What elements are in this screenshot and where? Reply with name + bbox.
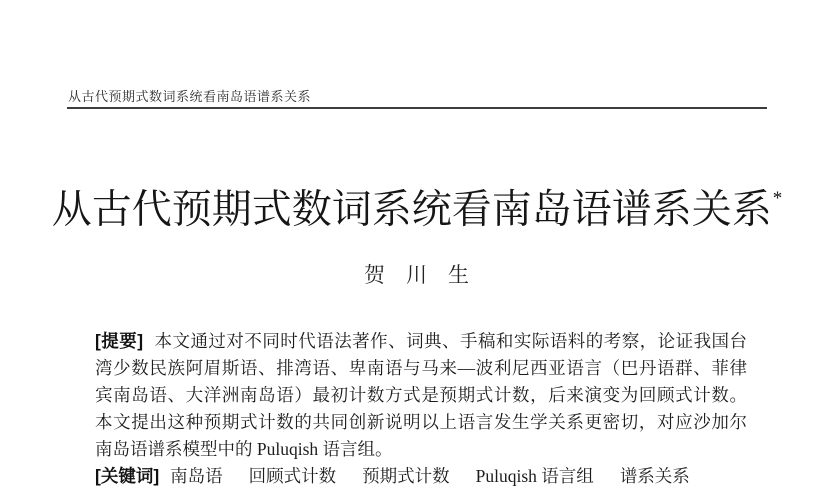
- article-title-text: 从古代预期式数词系统看南岛语谱系关系: [51, 186, 772, 232]
- abstract-line: 宾南岛语、大洋洲南岛语）最初计数方式是预期式计数，后来演变为回顾式计数。: [95, 385, 747, 405]
- abstract-line: 湾少数民族阿眉斯语、排湾语、卑南语与马来—波利尼西亚语言（巴丹语群、菲律: [95, 358, 747, 378]
- running-header: 从古代预期式数词系统看南岛语谱系关系: [68, 89, 312, 104]
- title-footnote-marker: *: [772, 188, 783, 209]
- abstract-label: [提要]: [95, 331, 144, 351]
- keyword-item: 预期式计数: [362, 466, 450, 486]
- author-name: 贺 川 生: [364, 263, 469, 287]
- keyword-item: Puluqish 语言组: [475, 466, 594, 486]
- article-title: [0, 179, 833, 233]
- abstract-line: 南岛语谱系模型中的 Puluqish 语言组。: [95, 439, 393, 459]
- keywords-line: [95, 463, 747, 490]
- abstract-line: 本文提出这种预期式计数的共同创新说明以上语言发生学关系更密切，对应沙加尔: [95, 412, 747, 432]
- abstract-block: [95, 328, 747, 490]
- keywords-label: [关键词]: [95, 466, 160, 486]
- header-rule: [67, 107, 767, 109]
- keyword-item: 谱系关系: [619, 466, 690, 486]
- keyword-item: 南岛语: [170, 466, 223, 486]
- abstract-line: [95, 328, 747, 355]
- abstract-line-text: 本文通过对不同时代语法著作、词典、手稿和实际语料的考察，论证我国台: [154, 331, 748, 351]
- keyword-item: 回顾式计数: [248, 466, 337, 486]
